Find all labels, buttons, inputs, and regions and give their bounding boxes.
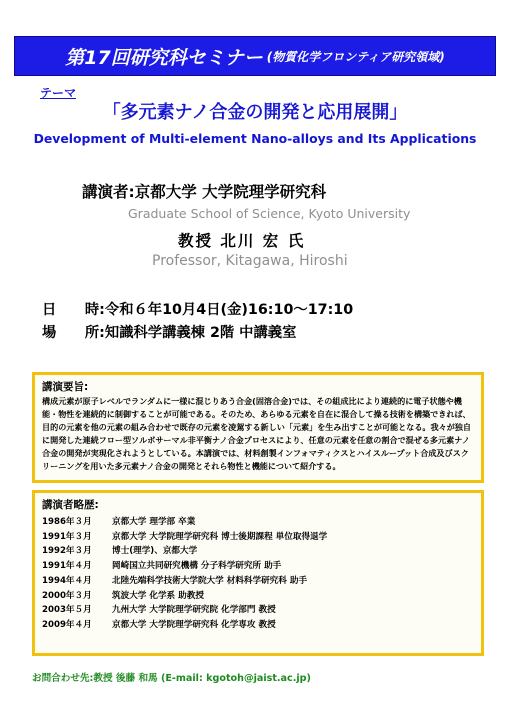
theme-title-ja: 「多元素ナノ合金の開発と応用展開」 [102, 102, 408, 123]
speaker-name: 教授 北川 宏 氏 [178, 232, 306, 250]
career-date: 2003年５月 [42, 605, 92, 616]
career-desc: 筑波大学 化学系 助教授 [112, 590, 204, 601]
summary-box [32, 372, 484, 483]
career-date: 1986年３月 [42, 517, 92, 527]
career-desc: 京都大学 大学院理学研究科 博士後期課程 単位取得退学 [112, 531, 328, 542]
summary-heading: 講演要旨: [42, 381, 89, 393]
career-desc: 京都大学 大学院理学研究科 化学専攻 教授 [112, 619, 276, 630]
seminar-title: 第17回研究科セミナー [65, 46, 263, 69]
career-row [42, 618, 474, 633]
career-date: 2000年３月 [42, 590, 92, 601]
career-date: 2009年４月 [42, 619, 92, 630]
career-desc: 岡崎国立共同研究機構 分子科学研究所 助手 [112, 561, 282, 572]
contact-info: お問合わせ先:教授 後藤 和馬 (E-mail: kgotoh@jaist.ac.jp) [32, 673, 311, 684]
career-row [42, 574, 474, 589]
header-banner [14, 36, 496, 76]
career-box [32, 490, 484, 656]
career-row [42, 559, 474, 574]
career-date: 1991年４月 [42, 561, 92, 572]
seminar-subtitle: (物質化学フロンティア研究領域) [266, 49, 445, 64]
speaker-affiliation: 講演者:京都大学 大学院理学研究科 [82, 183, 327, 201]
career-row [42, 589, 474, 604]
summary-text: 構成元素が原子レベルでランダムに一様に混じりあう合金(固溶合金)では、その組成比により連続的に電子状態や機能・物性を連続的に制御することが可能である。そのため、あらゆる元素を自在に混合して操る技術を構築できれば、目的の元素を他の元素の組み合わせで既存の元素を凌駕する新しい「元素」を生み出すことが可能となる。我々が独自に開発した連続フロー型ソルボサーマル非平衡ナノ合金プロセスにより、任意の元素を任意の割合で混ぜる多元素ナノ合金の開発が実現化されようとしている。本講演では、材料創製インフォマティクスとハイスループット合成及びスクリーニングを用いた多元素ナノ合金の開発とそれら物性と機能について紹介する。 [42, 396, 471, 471]
place-line: 場 所:知識科学講義棟 2階 中講義室 [42, 325, 297, 341]
theme-title-en: Development of Multi-element Nano-alloys and Its Applications [33, 131, 477, 146]
career-desc: 北陸先端科学技術大学院大学 材料科学研究科 助手 [112, 575, 308, 586]
career-date: 1991年３月 [42, 531, 92, 542]
career-desc: 博士(理学)、京都大学 [112, 546, 198, 557]
theme-label: テーマ [40, 86, 77, 100]
career-date: 1992年３月 [42, 546, 92, 557]
career-heading: 講演者略歴: [42, 499, 99, 511]
date-line: 日 時:令和６年10月4日(金)16:10～17:10 [42, 302, 354, 318]
career-row [42, 515, 474, 530]
speaker-name-en: Professor, Kitagawa, Hiroshi [152, 253, 348, 269]
career-desc: 九州大学 大学院理学研究院 化学部門 教授 [112, 605, 276, 616]
career-date: 1994年４月 [42, 575, 92, 586]
career-row [42, 544, 474, 559]
career-desc: 京都大学 理学部 卒業 [112, 517, 196, 527]
career-row [42, 603, 474, 618]
speaker-affiliation-en: Graduate School of Science, Kyoto University [128, 206, 411, 221]
career-row [42, 530, 474, 545]
